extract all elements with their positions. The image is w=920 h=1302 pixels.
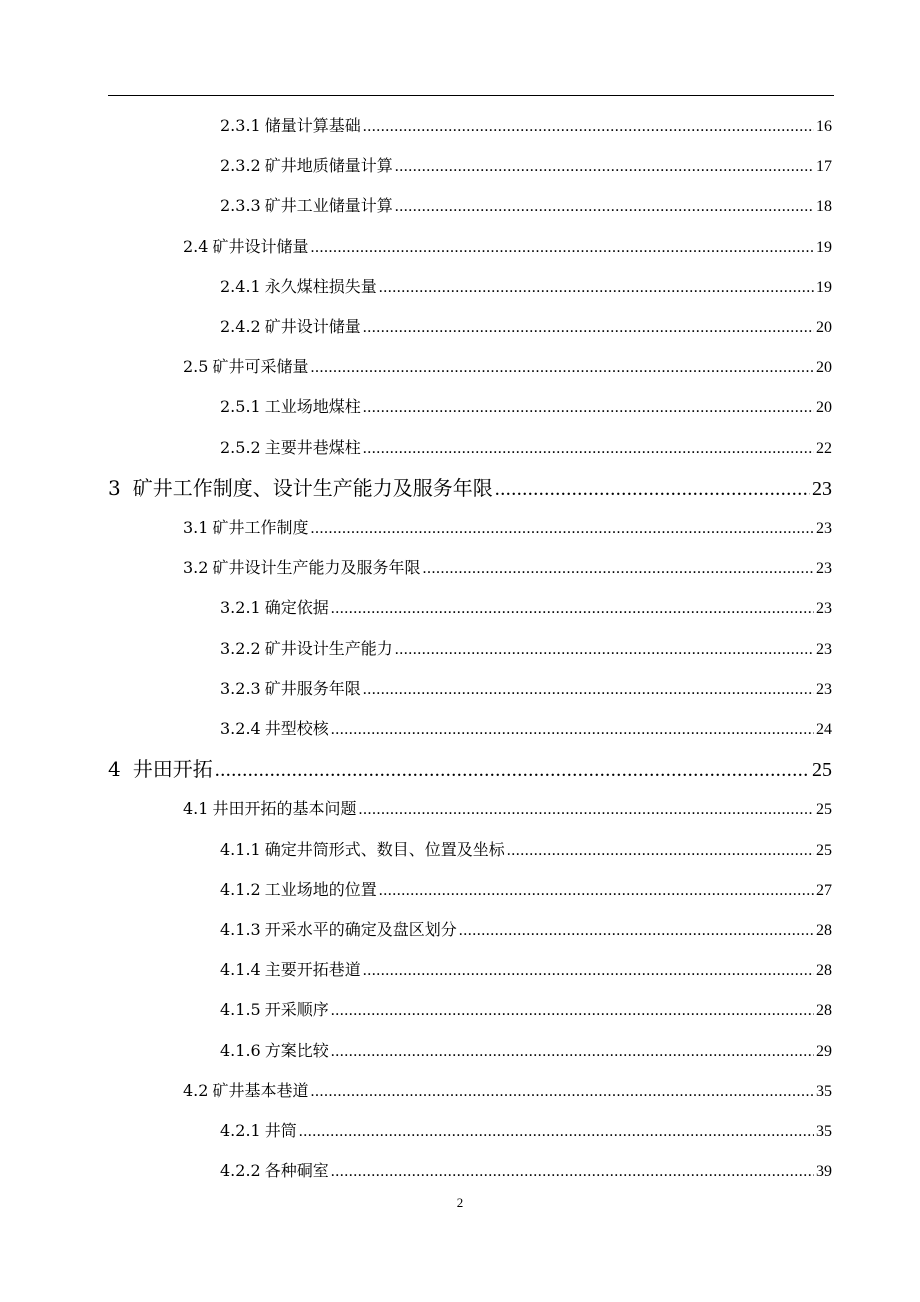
toc-entry-title: 井型校核 bbox=[264, 719, 329, 738]
toc-entry-title: 矿井地质储量计算 bbox=[264, 156, 393, 176]
dot-leader bbox=[495, 477, 810, 501]
toc-entry-page: 25 bbox=[816, 841, 832, 859]
dot-leader bbox=[395, 197, 814, 217]
toc-entry[interactable] bbox=[220, 719, 832, 740]
dot-leader bbox=[507, 841, 814, 861]
toc-entry[interactable] bbox=[108, 757, 832, 782]
dot-leader bbox=[379, 278, 814, 298]
toc-entry-title: 矿井工业储量计算 bbox=[264, 196, 393, 216]
toc-entry[interactable] bbox=[220, 840, 832, 861]
toc-entry[interactable] bbox=[220, 277, 832, 298]
dot-leader bbox=[331, 1042, 814, 1062]
toc-entry[interactable] bbox=[183, 1081, 832, 1102]
toc-entry-title: 矿井服务年限 bbox=[264, 678, 361, 698]
dot-leader bbox=[215, 758, 810, 782]
toc-entry-page: 27 bbox=[816, 881, 832, 899]
toc-entry[interactable] bbox=[220, 1041, 832, 1062]
toc-entry[interactable] bbox=[183, 357, 832, 378]
toc-entry[interactable] bbox=[220, 598, 832, 619]
toc-entry-title: 矿井设计生产能力 bbox=[264, 638, 393, 658]
toc-entry-number: 4.2.1 bbox=[220, 1121, 261, 1140]
toc-entry-page: 23 bbox=[816, 640, 832, 658]
toc-entry-page: 25 bbox=[816, 801, 832, 819]
toc-entry-page: 29 bbox=[816, 1042, 832, 1060]
toc-entry-page: 39 bbox=[816, 1163, 832, 1181]
toc-entry-number: 3.1 bbox=[183, 518, 209, 537]
toc-entry[interactable] bbox=[220, 156, 832, 177]
toc-entry-page: 28 bbox=[816, 922, 832, 939]
toc-entry-page: 23 bbox=[816, 600, 832, 618]
toc-entry-number: 2.3.3 bbox=[220, 196, 261, 216]
toc-entry-title: 主要井巷煤柱 bbox=[264, 437, 361, 457]
dot-leader bbox=[363, 117, 814, 137]
toc-entry-title: 确定井筒形式、数目、位置及坐标 bbox=[264, 839, 505, 859]
toc-entry-number: 4.1.4 bbox=[220, 960, 261, 980]
dot-leader bbox=[331, 720, 814, 740]
toc-entry[interactable] bbox=[183, 558, 832, 579]
toc-entry-page: 28 bbox=[816, 1002, 832, 1020]
toc-entry[interactable] bbox=[220, 1161, 832, 1182]
toc-entry-number: 4.1.2 bbox=[220, 879, 261, 899]
toc-entry-number: 4.1 bbox=[183, 799, 209, 819]
dot-leader bbox=[358, 800, 814, 820]
dot-leader bbox=[331, 1001, 814, 1021]
toc-entry-title: 矿井设计生产能力及服务年限 bbox=[212, 558, 421, 578]
toc-entry-page: 18 bbox=[816, 198, 832, 216]
dot-leader bbox=[310, 519, 814, 539]
dot-leader bbox=[422, 559, 814, 579]
dot-leader bbox=[363, 961, 814, 981]
toc-entry-title: 工业场地的位置 bbox=[264, 879, 377, 899]
toc-entry[interactable] bbox=[220, 397, 832, 418]
toc-entry-number: 3.2 bbox=[183, 558, 209, 578]
toc-entry-page: 24 bbox=[816, 721, 832, 738]
toc-entry[interactable] bbox=[183, 237, 832, 258]
toc-entry-number: 3.2.1 bbox=[220, 598, 261, 618]
dot-leader bbox=[459, 921, 814, 941]
toc-entry-page: 23 bbox=[816, 680, 832, 698]
dot-leader bbox=[331, 1162, 814, 1182]
toc-entry-title: 矿井设计储量 bbox=[264, 317, 361, 336]
dot-leader bbox=[310, 238, 814, 258]
toc-entry-page: 17 bbox=[816, 158, 832, 176]
toc-entry-page: 19 bbox=[816, 278, 832, 296]
toc-entry[interactable] bbox=[220, 920, 832, 941]
toc-entry-number: 2.5.1 bbox=[220, 397, 261, 417]
toc-entry-page: 19 bbox=[816, 238, 832, 256]
toc-entry-number: 4.2.2 bbox=[220, 1161, 261, 1181]
dot-leader bbox=[363, 318, 814, 338]
dot-leader bbox=[363, 398, 814, 418]
toc-entry-number: 2.4 bbox=[183, 236, 209, 256]
dot-leader bbox=[379, 881, 814, 901]
toc-entry-page: 28 bbox=[816, 962, 832, 980]
toc-entry-number: 4 bbox=[108, 757, 121, 782]
dot-leader bbox=[395, 640, 814, 660]
toc-entry[interactable] bbox=[183, 799, 832, 820]
toc-entry-title: 工业场地煤柱 bbox=[264, 397, 361, 417]
dot-leader bbox=[395, 157, 814, 177]
toc-entry-number: 2.3.2 bbox=[220, 156, 261, 176]
dot-leader bbox=[331, 599, 814, 619]
toc-entry[interactable] bbox=[220, 679, 832, 700]
toc-entry-page: 22 bbox=[816, 439, 832, 457]
toc-entry-page: 25 bbox=[812, 759, 832, 782]
toc-entry-title: 永久煤柱损失量 bbox=[264, 276, 377, 296]
dot-leader bbox=[363, 439, 814, 459]
toc-entry-page: 23 bbox=[812, 477, 832, 500]
toc-entry-title: 开采顺序 bbox=[264, 1000, 329, 1020]
dot-leader bbox=[310, 358, 814, 378]
toc-entry-title: 矿井工作制度、设计生产能力及服务年限 bbox=[132, 475, 493, 500]
toc-entry-title: 储量计算基础 bbox=[264, 116, 361, 135]
toc-entry-page: 23 bbox=[816, 520, 832, 537]
toc-entry[interactable] bbox=[108, 476, 832, 501]
toc-entry-number: 3.2.3 bbox=[220, 678, 261, 698]
dot-leader bbox=[299, 1122, 814, 1142]
toc-entry-number: 2.4.1 bbox=[220, 276, 261, 296]
toc-entry-page: 16 bbox=[816, 118, 832, 135]
toc-entry-number: 4.2 bbox=[183, 1080, 209, 1100]
toc-entry-number: 2.4.2 bbox=[220, 317, 261, 336]
toc-entry-page: 20 bbox=[816, 399, 832, 417]
toc-entry-number: 3.2.2 bbox=[220, 638, 261, 658]
toc-entry[interactable] bbox=[220, 116, 832, 137]
toc-entry[interactable] bbox=[220, 438, 832, 459]
page-number: 2 bbox=[456, 1195, 464, 1210]
toc-entry-title: 井筒 bbox=[264, 1121, 297, 1140]
toc-entry-title: 确定依据 bbox=[264, 598, 329, 618]
toc-entry[interactable] bbox=[220, 880, 832, 901]
toc-entry-page: 23 bbox=[816, 560, 832, 578]
toc-entry-page: 35 bbox=[816, 1082, 832, 1100]
toc-entry-page: 20 bbox=[816, 319, 832, 336]
toc-entry-number: 3 bbox=[108, 475, 121, 500]
toc-entry-number: 2.3.1 bbox=[220, 116, 261, 135]
toc-entry-number: 4.1.1 bbox=[220, 839, 261, 859]
toc-entry-page: 35 bbox=[816, 1123, 832, 1140]
toc-entry-number: 2.5.2 bbox=[220, 437, 261, 457]
toc-entry-number: 4.1.6 bbox=[220, 1040, 261, 1060]
toc-entry-number: 4.1.3 bbox=[220, 920, 261, 939]
toc-entry[interactable] bbox=[220, 1121, 832, 1142]
toc-entry-title: 矿井可采储量 bbox=[212, 357, 309, 377]
toc-entry-title: 井田开拓的基本问题 bbox=[212, 799, 357, 819]
dot-leader bbox=[310, 1082, 814, 1102]
toc-entry-title: 矿井设计储量 bbox=[212, 236, 309, 256]
toc-entry-number: 4.1.5 bbox=[220, 1000, 261, 1020]
toc-entry-title: 各种硐室 bbox=[264, 1161, 329, 1181]
toc-entry-title: 开采水平的确定及盘区划分 bbox=[264, 920, 457, 939]
toc-entry-page: 20 bbox=[816, 359, 832, 377]
toc-entry[interactable] bbox=[220, 639, 832, 660]
toc-entry-number: 3.2.4 bbox=[220, 719, 261, 738]
toc-entry-title: 矿井基本巷道 bbox=[212, 1080, 309, 1100]
toc-entry-number: 2.5 bbox=[183, 357, 209, 377]
toc-entry[interactable] bbox=[220, 196, 832, 217]
toc-entry[interactable] bbox=[183, 518, 832, 539]
toc-entry-title: 井田开拓 bbox=[132, 757, 213, 782]
toc-entry[interactable] bbox=[220, 317, 832, 338]
toc-entry-title: 矿井工作制度 bbox=[212, 518, 309, 537]
toc-entry[interactable] bbox=[220, 960, 832, 981]
toc-entry-title: 方案比较 bbox=[264, 1040, 329, 1060]
toc-entry[interactable] bbox=[220, 1000, 832, 1021]
toc-entry-title: 主要开拓巷道 bbox=[264, 960, 361, 980]
dot-leader bbox=[363, 680, 814, 700]
